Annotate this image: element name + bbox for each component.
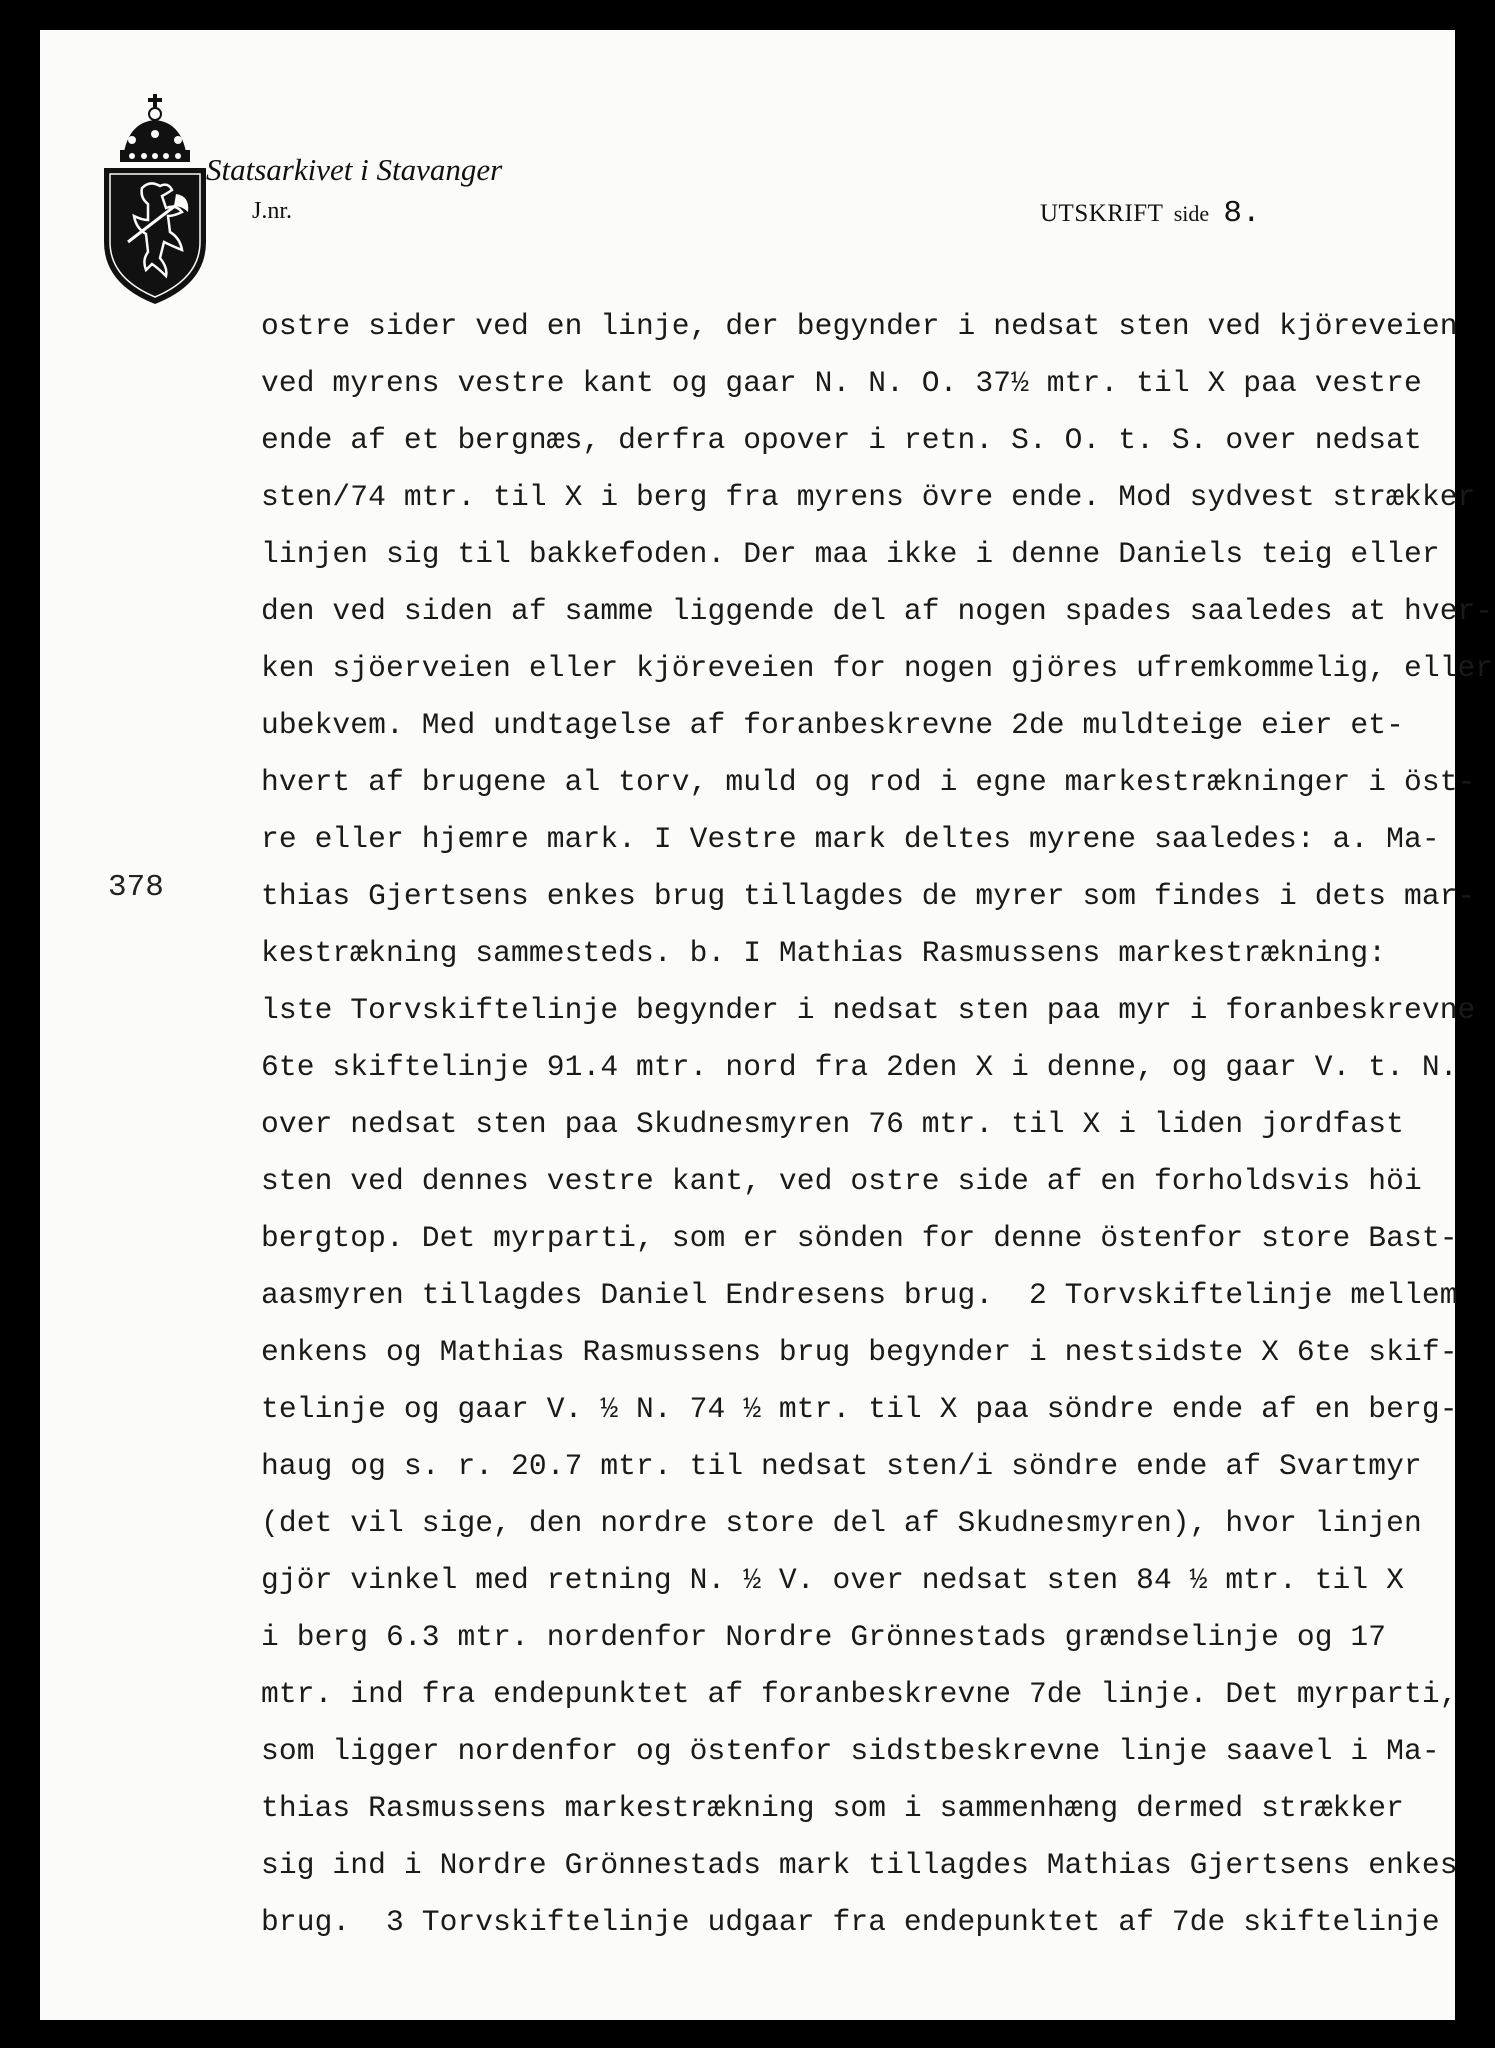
text-line: ende af et bergnæs, derfra opover i retn. S. O. t. S. over nedsat	[261, 423, 1422, 457]
text-line: sten/74 mtr. til X i berg fra myrens övre ende. Mod sydvest strækker	[261, 480, 1476, 514]
text-line: linjen sig til bakkefoden. Der maa ikke i denne Daniels teig eller	[261, 537, 1440, 571]
text-line: kestrækning sammesteds. b. I Mathias Rasmussens markestrækning:	[261, 936, 1387, 970]
text-line: brug. 3 Torvskiftelinje udgaar fra endepunktet af 7de skiftelinje	[261, 1905, 1440, 1939]
text-line: ken sjöerveien eller kjöreveien for nogen gjöres ufremkommelig, eller	[261, 651, 1494, 685]
page-number: 8.	[1223, 196, 1261, 231]
text-line: thias Gjertsens enkes brug tillagdes de myrer som findes i dets mar-	[261, 879, 1476, 913]
text-line: (det vil sige, den nordre store del af Skudnesmyren), hvor linjen	[261, 1506, 1422, 1540]
text-line: telinje og gaar V. ½ N. 74 ½ mtr. til X paa söndre ende af en berg-	[261, 1392, 1458, 1426]
side-label: side	[1173, 201, 1210, 226]
text-line: gjör vinkel med retning N. ½ V. over nedsat sten 84 ½ mtr. til X	[261, 1563, 1404, 1597]
text-line: aasmyren tillagdes Daniel Endresens brug. 2 Torvskiftelinje mellem	[261, 1278, 1458, 1312]
text-line: thias Rasmussens markestrækning som i sammenhæng dermed strækker	[261, 1791, 1404, 1825]
text-line: sten ved dennes vestre kant, ved ostre side af en forholdsvis höi	[261, 1164, 1422, 1198]
text-line: sig ind i Nordre Grönnestads mark tillagdes Mathias Gjertsens enkes	[261, 1848, 1458, 1882]
document-page	[40, 30, 1494, 2020]
text-line: haug og s. r. 20.7 mtr. til nedsat sten/i söndre ende af Svartmyr	[261, 1449, 1422, 1483]
margin-note: 378	[108, 870, 164, 905]
text-line: re eller hjemre mark. I Vestre mark deltes myrene saaledes: a. Ma-	[261, 822, 1440, 856]
text-line: enkens og Mathias Rasmussens brug begynder i nestsidste X 6te skif-	[261, 1335, 1458, 1369]
text-line: den ved siden af samme liggende del af nogen spades saaledes at hver-	[261, 594, 1494, 628]
text-line: bergtop. Det myrparti, som er sönden for denne östenfor store Bast-	[261, 1221, 1458, 1255]
archive-name: Statsarkivet i Stavanger	[206, 152, 503, 187]
journal-number-label: J.nr.	[252, 198, 293, 224]
norwegian-coat-of-arms-icon	[102, 92, 212, 307]
text-line: som ligger nordenfor og östenfor sidstbeskrevne linje saavel i Ma-	[261, 1734, 1440, 1768]
text-line: hvert af brugene al torv, muld og rod i egne markestrækninger i öst-	[261, 765, 1476, 799]
text-line: over nedsat sten paa Skudnesmyren 76 mtr. til X i liden jordfast	[261, 1107, 1404, 1141]
utskrift-label: UTSKRIFT	[1040, 200, 1164, 227]
text-line: lste Torvskiftelinje begynder i nedsat sten paa myr i foranbeskrevne	[261, 993, 1476, 1027]
text-line: ubekvem. Med undtagelse af foranbeskrevne 2de muldteige eier et-	[261, 708, 1404, 742]
page-header-utskrift	[1040, 196, 1261, 231]
text-line: 6te skiftelinje 91.4 mtr. nord fra 2den X i denne, og gaar V. t. N.	[261, 1050, 1458, 1084]
text-line: mtr. ind fra endepunktet af foranbeskrevne 7de linje. Det myrparti,	[261, 1677, 1458, 1711]
text-line: i berg 6.3 mtr. nordenfor Nordre Grönnestads grændselinje og 17	[261, 1620, 1387, 1654]
text-line: ostre sider ved en linje, der begynder i nedsat sten ved kjöreveien	[261, 309, 1458, 343]
text-line: ved myrens vestre kant og gaar N. N. O. 37½ mtr. til X paa vestre	[261, 366, 1422, 400]
